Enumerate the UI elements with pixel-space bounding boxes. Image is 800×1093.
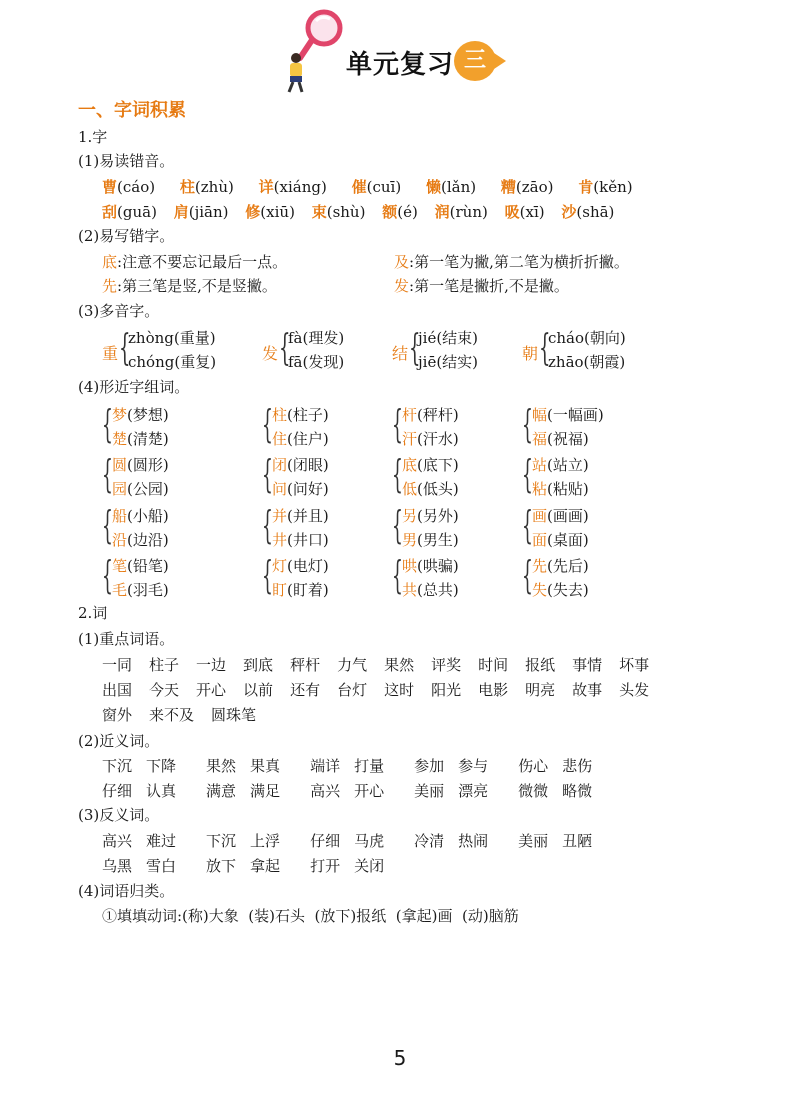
xingjin-pair: { 梦(梦想) 楚(清楚) [102,402,169,448]
word-item: 冷清 [414,832,445,850]
word-item: 难过 [146,832,177,850]
guilei-label: (4)词语归类。 [78,882,175,900]
word-item: 高兴 [310,782,341,800]
word-row [102,654,666,675]
word-item: 认真 [146,782,177,800]
xingjin-pair: { 笔(铅笔) 毛(羽毛) [102,553,169,599]
word-item: 还有 [290,681,321,699]
word-item: 下降 [146,757,177,775]
yidu-item: 详(xiáng) [258,178,327,196]
yixie-item: 底:注意不要忘记最后一点。 [102,253,288,271]
yixie-item: 发:第一笔是撇折,不是撇。 [394,277,569,295]
xingjin-pair: { 灯(电灯) 盯(盯着) [262,553,329,599]
xingjin-pair: { 画(画画) 面(桌面) [522,503,589,549]
yixie-label: (2)易写错字。 [78,227,175,245]
word-item: 果然 [206,757,237,775]
word-item: 窗外 [102,706,133,724]
word-item: 伤心 [518,757,549,775]
yidu-item: 肩(jiān) [173,203,229,221]
zi-label: 1.字 [78,128,108,146]
yidu-item: 肯(kěn) [578,178,633,196]
yidu-item: 额(é) [382,203,418,221]
word-item: 圆珠笔 [211,706,257,724]
xingjin-pair: { 哄(哄骗) 共(总共) [392,553,459,599]
word-item: 今天 [149,681,180,699]
word-item: 一边 [196,656,227,674]
word-item: 下沉 [102,757,133,775]
guilei-line: ①填填动词:(称)大象 (装)石头 (放下)报纸 (拿起)画 (动)脑筋 [102,907,519,925]
word-row [102,679,666,700]
word-item: 略微 [562,782,593,800]
word-item: 报纸 [525,656,556,674]
yidu-item: 沙(shā) [561,203,615,221]
word-item: 拿起 [250,857,281,875]
word-item: 马虎 [354,832,385,850]
yidu-item: 刮(guā) [102,203,157,221]
xingjin-pair: { 闭(闭眼) 问(问好) [262,452,329,498]
word-item: 到底 [243,656,274,674]
xingjin-pair: { 柱(柱子) 住(住户) [262,402,329,448]
word-item: 果真 [250,757,281,775]
jinyi-label: (2)近义词。 [78,732,160,750]
section-title: 一、字词积累 [78,100,186,121]
zhongdian-label: (1)重点词语。 [78,630,175,648]
word-item: 漂亮 [458,782,489,800]
word-row [102,780,622,801]
yidu-item: 吸(xī) [504,203,545,221]
duoyin-label: (3)多音字。 [78,302,160,320]
word-item: 台灯 [337,681,368,699]
word-item: 乌黑 [102,857,133,875]
word-item: 丑陋 [562,832,593,850]
unit-title: 单元复习 [346,50,455,80]
yidu-item: 懒(lǎn) [425,178,477,196]
magnifier-girl-icon [282,6,352,96]
word-item: 参加 [414,757,445,775]
word-item: 坏事 [619,656,650,674]
word-item: 仔细 [310,832,341,850]
page-number: 5 [393,1046,407,1070]
word-item: 事情 [572,656,603,674]
word-row [102,855,414,876]
unit-header [282,6,522,96]
xingjin-pair: { 杆(秤杆) 汗(汗水) [392,402,459,448]
word-item: 满意 [206,782,237,800]
word-item: 满足 [250,782,281,800]
yidu-item: 催(cuī) [351,178,402,196]
xingjin-pair: { 先(先后) 失(失去) [522,553,589,599]
word-item: 故事 [572,681,603,699]
unit-number-badge: 三 [454,41,496,81]
word-item: 来不及 [149,706,195,724]
yixie-item: 先:第三笔是竖,不是竖撇。 [102,277,277,295]
word-row [102,704,273,725]
word-item: 柱子 [149,656,180,674]
yidu-item: 修(xiū) [245,203,295,221]
word-item: 美丽 [518,832,549,850]
word-item: 力气 [337,656,368,674]
yidu-item: 糟(zāo) [500,178,554,196]
word-item: 热闹 [458,832,489,850]
word-item: 评奖 [431,656,462,674]
word-item: 雪白 [146,857,177,875]
xingjin-pair: { 底(底下) 低(低头) [392,452,459,498]
xingjin-label: (4)形近字组词。 [78,378,190,396]
xingjin-pair: { 另(另外) 男(男生) [392,503,459,549]
word-item: 这时 [384,681,415,699]
yidu-item: 润(rùn) [434,203,488,221]
word-item: 参与 [458,757,489,775]
word-item: 果然 [384,656,415,674]
word-item: 关闭 [354,857,385,875]
word-item: 秤杆 [290,656,321,674]
word-item: 美丽 [414,782,445,800]
word-item: 开心 [196,681,227,699]
word-row [102,755,622,776]
word-item: 仔细 [102,782,133,800]
word-item: 端详 [310,757,341,775]
yidu-row-1 [102,176,653,197]
yidu-label: (1)易读错音。 [78,152,175,170]
word-item: 时间 [478,656,509,674]
word-item: 一同 [102,656,133,674]
yidu-row-2 [102,201,614,222]
word-item: 头发 [619,681,650,699]
yidu-item: 曹(cáo) [102,178,156,196]
xingjin-pair: { 站(站立) 粘(粘贴) [522,452,589,498]
word-item: 微微 [518,782,549,800]
word-item: 以前 [243,681,274,699]
xingjin-pair: { 幅(一幅画) 福(祝福) [522,402,604,448]
xingjin-pair: { 船(小船) 沿(边沿) [102,503,169,549]
word-item: 电影 [478,681,509,699]
word-item: 阳光 [431,681,462,699]
word-item: 放下 [206,857,237,875]
word-row [102,830,622,851]
xingjin-pair: { 圆(圆形) 园(公园) [102,452,169,498]
word-item: 打量 [354,757,385,775]
word-item: 明亮 [525,681,556,699]
word-item: 悲伤 [562,757,593,775]
word-item: 下沉 [206,832,237,850]
xingjin-pair: { 并(并且) 井(井口) [262,503,329,549]
word-item: 出国 [102,681,133,699]
yidu-item: 柱(zhù) [179,178,234,196]
word-item: 开心 [354,782,385,800]
word-item: 高兴 [102,832,133,850]
yixie-item: 及:第一笔为撇,第二笔为横折折撇。 [394,253,629,271]
yidu-item: 束(shù) [311,203,366,221]
fanyi-label: (3)反义词。 [78,806,160,824]
word-item: 上浮 [250,832,281,850]
ci-label: 2.词 [78,604,108,622]
word-item: 打开 [310,857,341,875]
